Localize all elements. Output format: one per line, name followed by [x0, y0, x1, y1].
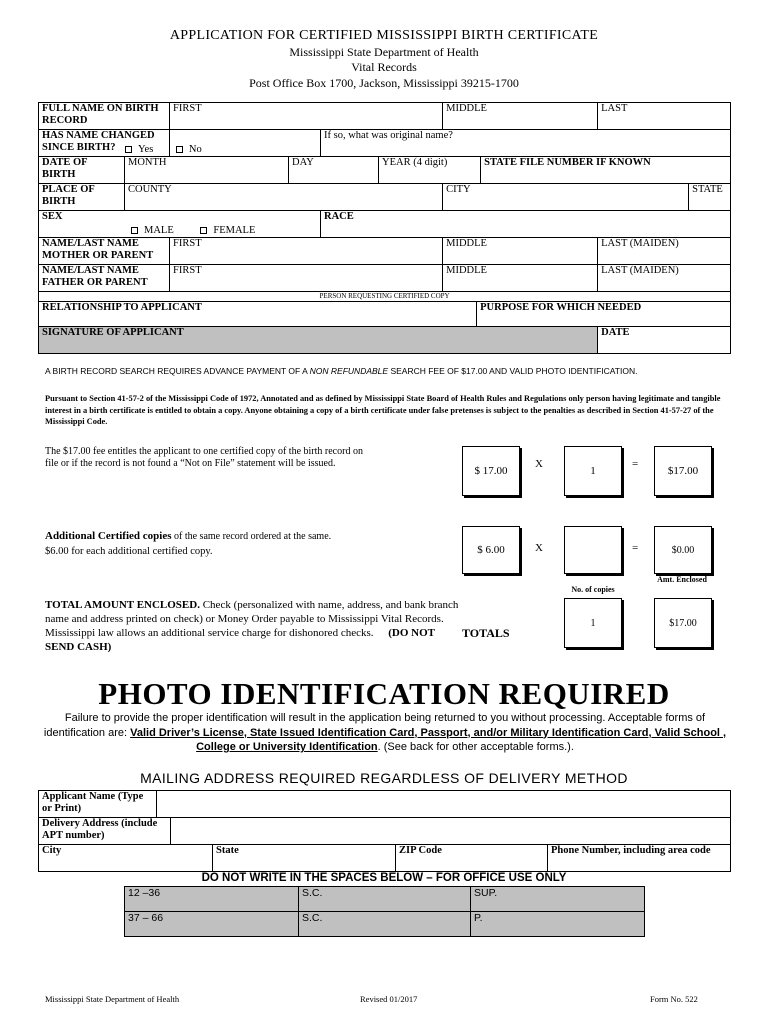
office-use-title: DO NOT WRITE IN THE SPACES BELOW – FOR OFFICE USE ONLY: [201, 872, 567, 884]
date-field[interactable]: [598, 327, 731, 354]
applicant-name-input[interactable]: [157, 791, 731, 818]
office-name: Vital Records: [351, 60, 417, 74]
amt-enclosed-label: Amt. Enclosed: [657, 575, 707, 584]
female-label: FEMALE: [213, 225, 256, 236]
phone-field[interactable]: [548, 845, 731, 872]
city-field[interactable]: [39, 845, 213, 872]
dob-month-field[interactable]: [125, 157, 289, 184]
city-label: City: [42, 845, 62, 856]
office-cell: S.C.: [299, 912, 471, 937]
legal-notice: Pursuant to Section 41-57-2 of the Mississippi Code of 1972, Annotated and as defined by Mississippi State Board of Health Rules and Regulations only person having legitimate and tangible interest in a birth certificate is entitled to obtain a copy. Anyone obtaining a copy of a birth certificate under false pretenses is subject to the penalties as described in Section 41-57-27 of the Mississippi Code.: [45, 394, 721, 426]
additional-copies-bold: Additional Certified copies: [45, 530, 172, 542]
footer-form-no: Form No. 522: [650, 994, 698, 1004]
date-label: DATE: [601, 327, 630, 338]
purpose-field[interactable]: [477, 302, 731, 327]
office-cell: SUP.: [471, 887, 645, 912]
delivery-address-input[interactable]: [171, 818, 731, 845]
photo-id-list: Valid Driver’s License, State Issued Identification Card, Passport, and/or Military Identification Card, Valid School , College or University Identification: [130, 726, 727, 753]
year-label: YEAR (4 digit): [382, 157, 448, 168]
mailing-address: Post Office Box 1700, Jackson, Mississippi 39215-1700: [249, 76, 519, 90]
no-cash-notice: (DO NOT SEND CASH): [45, 627, 435, 653]
sex-field: [39, 211, 321, 238]
mother-label: NAME/LAST NAME MOTHER OR PARENT: [39, 238, 170, 265]
additional-copy-total: $0.00: [654, 526, 712, 574]
signature-label: SIGNATURE OF APPLICANT: [42, 327, 184, 338]
state-file-number-field[interactable]: [481, 157, 731, 184]
person-requesting-header: PERSON REQUESTING CERTIFIED COPY: [39, 292, 731, 302]
state-label: State: [216, 845, 239, 856]
footer-dept: Mississippi State Department of Health: [45, 994, 180, 1004]
multiply-sign-2: X: [535, 542, 543, 554]
photo-id-see-back: . (See back for other acceptable forms.).: [377, 741, 574, 753]
mailing-title: MAILING ADDRESS REQUIRED REGARDLESS OF DELIVERY METHOD: [140, 770, 628, 786]
totals-amount: $17.00: [654, 598, 712, 648]
dob-label: DATE OF BIRTH: [39, 157, 125, 184]
office-cell: P.: [471, 912, 645, 937]
photo-id-intro: Failure to provide the proper identification will result in the application being returned to you without processing. Acceptable forms of identification are:: [43, 712, 706, 739]
dob-year-field[interactable]: [379, 157, 481, 184]
footer-revised: Revised 01/2017: [360, 994, 418, 1004]
additional-copy-qty[interactable]: [564, 526, 622, 574]
office-use-table: [124, 886, 645, 937]
no-checkbox[interactable]: [176, 144, 202, 155]
phone-label: Phone Number, including area code: [551, 845, 711, 856]
first-copy-qty[interactable]: 1: [564, 446, 622, 496]
photo-id-text: [40, 711, 730, 755]
mother-middle-field[interactable]: [443, 238, 598, 265]
original-name-label: If so, what was original name?: [324, 130, 453, 141]
fee-notice-post: SEARCH FEE OF $17.00 AND VALID PHOTO IDENTIFICATION.: [388, 366, 638, 376]
total-amount-text: [45, 598, 460, 654]
additional-copies-rest: of the same record ordered at the same.: [171, 531, 332, 542]
record-table: [38, 102, 731, 354]
pob-county-field[interactable]: [125, 184, 443, 211]
equals-sign: =: [632, 458, 639, 470]
office-cell: 37 – 66: [125, 912, 299, 937]
mother-first-field[interactable]: [170, 238, 443, 265]
form-title: APPLICATION FOR CERTIFIED MISSISSIPPI BIRTH CERTIFICATE: [169, 28, 599, 43]
photo-id-title: PHOTO IDENTIFICATION REQUIRED: [98, 676, 670, 711]
month-label: MONTH: [128, 157, 167, 168]
fee-notice-em: NON REFUNDABLE: [309, 366, 389, 376]
total-amount-rest: Check (personalized with name, address, and bank branch name and address printed on check) or Money Order payable to Mississippi Vital Records. Mississippi law allows an additional service charge for dishonored checks.: [45, 599, 459, 639]
name-changed-options: [138, 130, 321, 157]
applicant-name-label: Applicant Name (Type or Print): [39, 791, 157, 818]
delivery-address-label: Delivery Address (include APT number): [39, 818, 171, 845]
pob-city-field[interactable]: [443, 184, 689, 211]
father-label: NAME/LAST NAME FATHER OR PARENT: [39, 265, 170, 292]
office-cell: 12 –36: [125, 887, 299, 912]
pob-label: PLACE OF BIRTH: [39, 184, 125, 211]
first-label: FIRST: [173, 238, 202, 249]
total-amount-bold: TOTAL AMOUNT ENCLOSED.: [45, 599, 200, 611]
race-label: RACE: [324, 211, 354, 222]
dob-day-field[interactable]: [289, 157, 379, 184]
city-label: CITY: [446, 184, 471, 195]
state-field[interactable]: [213, 845, 396, 872]
fee-notice-pre: A BIRTH RECORD SEARCH REQUIRES ADVANCE PAYMENT OF A: [45, 366, 310, 376]
relationship-field[interactable]: [39, 302, 477, 327]
first-label: FIRST: [173, 103, 202, 114]
middle-label: MIDDLE: [446, 265, 487, 276]
full-name-last-field[interactable]: [598, 103, 731, 130]
full-name-first-field[interactable]: [170, 103, 443, 130]
middle-label: MIDDLE: [446, 103, 487, 114]
purpose-label: PURPOSE FOR WHICH NEEDED: [480, 302, 642, 313]
signature-field[interactable]: [39, 327, 598, 354]
additional-copy-price: $ 6.00: [462, 526, 520, 574]
no-label: No: [188, 144, 202, 155]
office-cell: S.C.: [299, 887, 471, 912]
department-name: Mississippi State Department of Health: [289, 45, 479, 59]
mailing-table: [38, 790, 731, 872]
race-field[interactable]: [321, 211, 731, 238]
additional-copies-price-text: $6.00 for each additional certified copy.: [45, 546, 213, 557]
pob-state-field[interactable]: [689, 184, 731, 211]
name-changed-text: HAS NAME CHANGED SINCE BIRTH?: [42, 130, 155, 153]
state-label: STATE: [692, 184, 723, 195]
totals-qty: 1: [564, 598, 622, 648]
sex-label: SEX: [42, 211, 63, 222]
last-maiden-label: LAST (MAIDEN): [601, 265, 679, 276]
full-name-middle-field[interactable]: [443, 103, 598, 130]
first-copy-total: $17.00: [654, 446, 712, 496]
first-copy-price: $ 17.00: [462, 446, 520, 496]
middle-label: MIDDLE: [446, 238, 487, 249]
county-label: COUNTY: [128, 184, 172, 195]
mother-last-field[interactable]: [598, 238, 731, 265]
last-label: LAST: [601, 103, 628, 114]
male-checkbox[interactable]: [131, 225, 174, 236]
fee-notice: [45, 366, 735, 376]
male-label: MALE: [144, 225, 174, 236]
multiply-sign: X: [535, 458, 543, 470]
zip-field[interactable]: [396, 845, 548, 872]
yes-label: Yes: [138, 144, 154, 155]
first-label: FIRST: [173, 265, 202, 276]
last-maiden-label: LAST (MAIDEN): [601, 238, 679, 249]
father-middle-field[interactable]: [443, 265, 598, 292]
father-first-field[interactable]: [170, 265, 443, 292]
totals-label: TOTALS: [462, 626, 510, 640]
zip-label: ZIP Code: [399, 845, 442, 856]
father-last-field[interactable]: [598, 265, 731, 292]
name-changed-label: [39, 130, 170, 157]
female-checkbox[interactable]: [200, 225, 255, 236]
relationship-label: RELATIONSHIP TO APPLICANT: [42, 302, 202, 313]
day-label: DAY: [292, 157, 314, 168]
original-name-field[interactable]: [321, 130, 731, 157]
state-file-label: STATE FILE NUMBER IF KNOWN: [484, 157, 651, 168]
no-of-copies-label: No. of copies: [571, 585, 615, 594]
first-copy-text: The $17.00 fee entitles the applicant to one certified copy of the birth record on file or if the record is not found a “Not on File” statement will be issued.: [45, 446, 363, 469]
additional-copies-text: [45, 529, 405, 559]
equals-sign-2: =: [632, 542, 639, 554]
full-name-label: FULL NAME ON BIRTH RECORD: [39, 103, 170, 130]
